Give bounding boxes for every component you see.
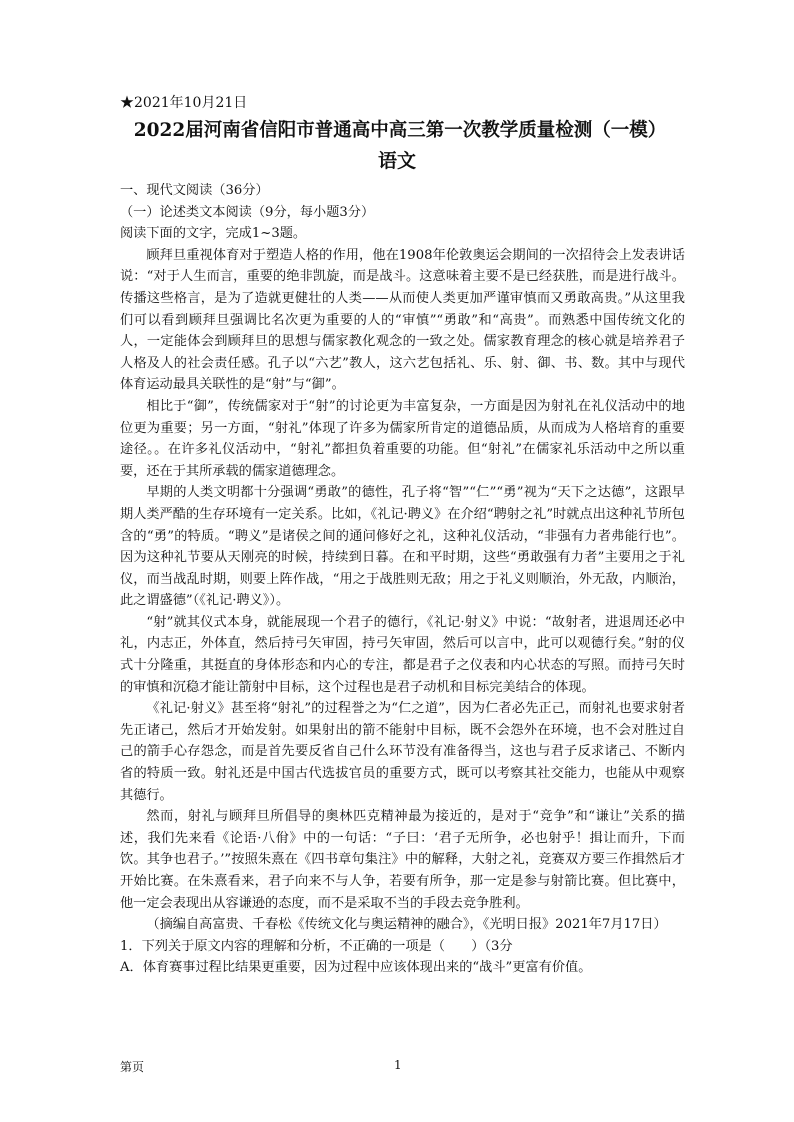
exam-date: ★2021年10月21日 [120,95,248,111]
page-number: 1 [394,1058,402,1072]
passage-paragraph: 相比于“御”，传统儒家对于“射”的讨论更为丰富复杂，一方面是因为射礼在礼仪活动中的地位更为重要；另一方面，“射礼”体现了许多为儒家所肯定的道德品质，从而成为人格培育的重要途径。。在许多礼仪活动中，“射礼”都担负着重要的功能。但“射礼”在儒家礼乐活动中之所以重要，还在于其所承载的儒家道德理念。 [120,398,685,479]
footer-label: 第页 [120,1060,145,1074]
passage-paragraph: “射”就其仪式本身，就能展现一个君子的德行，《礼记·射义》中说：“故射者，进退周还必中礼，内志正，外体直，然后持弓矢审固，持弓矢审固，然后可以言中，此可以观德行矣。”射的仪式十分隆重，其挺直的身体形态和内心的专注，都是君子之仪表和内心状态的写照。而持弓矢时的审慎和沉稳才能让箭射中目标，这个过程也是君子动机和目标完美结合的体现。 [120,614,685,695]
passage-source: （摘编自高富贵、千春松《传统文化与奥运精神的融合》，《光明日报》2021年7月17日） [146,917,667,933]
passage-paragraph: 顾拜旦重视体育对于塑造人格的作用，他在1908年伦敦奥运会期间的一次招待会上发表讲话说：“对于人生而言，重要的绝非凯旋，而是战斗。这意味着主要不是已经获胜，而是进行战斗。传播这些格言，是为了造就更健壮的人类——从而使人类更加严谨审慎而又勇敢高贵。”从这里我们可以看到顾拜旦强调比名次更为重要的人的“审慎”“勇敢”和“高贵”。而熟悉中国传统文化的人，一定能体会到顾拜旦的思想与儒家教化观念的一致之处。儒家教育理念的核心就是培养君子人格及人的社会责任感。孔子以“六艺”教人，这六艺包括礼、乐、射、御、书、数。其中与现代体育运动最具关联性的是“射”与“御”。 [120,247,685,393]
exam-title: 2022届河南省信阳市普通高中高三第一次教学质量检测（一模） [133,120,667,141]
reading-instruction: 阅读下面的文字，完成1~3题。 [120,226,307,242]
subject-title: 语文 [377,150,416,172]
question-stem: 1．下列关于原文内容的理解和分析，不正确的一项是（ ）（3分 [120,938,513,954]
section-heading: 一、现代文阅读（36分） [120,183,269,198]
question-option-a: A．体育赛事过程比结果更重要，因为过程中应该体现出来的“战斗”更富有价值。 [120,960,592,976]
document-body [120,180,685,979]
sub-section-heading: （一）论述类文本阅读（9分，每小题3分） [120,204,375,220]
passage-paragraph: 《礼记·射义》甚至将“射礼”的过程誉之为“仁之道”，因为仁者必先正己，而射礼也要求射者先正诸己，然后才开始发射。如果射出的箭不能射中目标，既不会怨外在环境，也不会对胜过自己的箭手心存怨念，而是首先要反省自己什么环节没有准备得当，这也与君子反求诸己、不断内省的特质一致。射礼还是中国古代选拔官员的重要方式，既可以考察其社交能力，也能从中观察其德行。 [120,701,685,803]
passage-paragraph: 然而，射礼与顾拜旦所倡导的奥林匹克精神最为接近的，是对于“竞争”和“谦让”关系的描述，我们先来看《论语·八佾》中的一句话：“子曰：‘君子无所争，必也射乎！揖让而升，下而饮。其争也君子。’”按照朱熹在《四书章句集注》中的解释，大射之礼，竞赛双方要三作揖然后才开始比赛。在朱熹看来，君子向来不与人争，若要有所争，那一定是参与射箭比赛。但比赛中，他一定会表现出从容谦逊的态度，而不是采取不当的手段去竞争胜利。 [120,809,685,911]
passage-paragraph: 早期的人类文明都十分强调“勇敢”的德性，孔子将“智”“仁”“勇”视为“天下之达德”，这跟早期人类严酷的生存环境有一定关系。比如，《礼记·聘义》在介绍“聘射之礼”时就点出这种礼节所包含的“勇”的特质。“聘义”是诸侯之间的通问修好之礼，这种礼仪活动，“非强有力者弗能行也”。因为这种礼节要从天刚亮的时候，持续到日暮。在和平时期，这些“勇敢强有力者”主要用之于礼仪，而当战乱时期，则要上阵作战，“用之于战胜则无敌；用之于礼义则顺治，外无敌，内顺治，此之谓盛德”（《礼记·聘义》）。 [120,485,685,609]
